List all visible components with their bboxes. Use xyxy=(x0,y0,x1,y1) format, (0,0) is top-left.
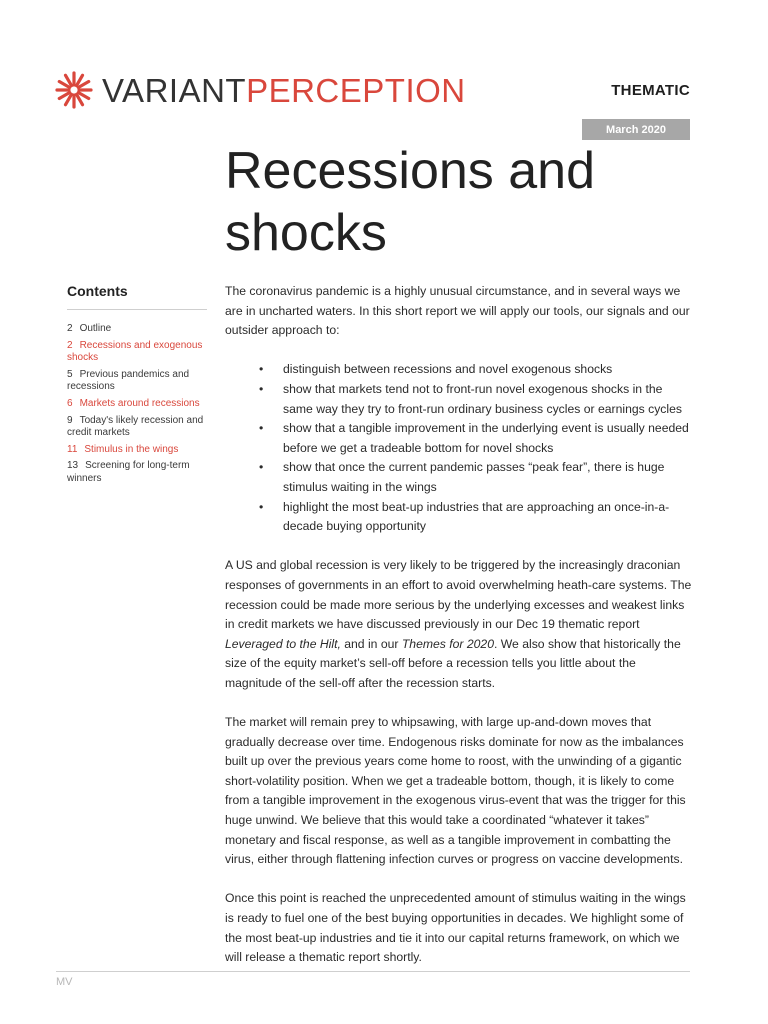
bullet-icon: • xyxy=(259,362,264,377)
toc-item[interactable] xyxy=(67,415,207,440)
list-item-text: distinguish between recessions and novel exogenous shocks xyxy=(283,362,613,377)
recession-text-a: A US and global recession is very likely to be triggered by the increasingly draconian responses of governments in an effort to avoid overwhelming heath-care systems. The recession could be made more serious by the underlying excesses and weakest links in credit markets we have discussed previously in our Dec 19 thematic report xyxy=(225,558,692,632)
stimulus-paragraph: Once this point is reached the unprecedented amount of stimulus waiting in the wings is ready to fuel one of the best buying opportunities in decades. We highlight some of the most beat-up industries and tie it into our capital returns framework, on which we will release a thematic report shortly. xyxy=(225,891,686,965)
toc-page-number: 2 xyxy=(67,323,73,334)
starburst-logo-icon xyxy=(54,70,94,110)
toc-heading: Contents xyxy=(67,283,207,310)
table-of-contents xyxy=(67,283,207,490)
brand-logo-text xyxy=(102,71,466,109)
title-line-1: Recessions and xyxy=(225,142,595,200)
list-item xyxy=(225,419,695,458)
logo-perception: PERCEPTION xyxy=(246,71,466,109)
objectives-list xyxy=(225,360,695,536)
footer-divider xyxy=(56,971,690,972)
report-body xyxy=(225,282,695,987)
toc-item-label: Recessions and exogenous shocks xyxy=(67,339,203,364)
toc-page-number: 2 xyxy=(67,339,73,351)
report-reference-leveraged: Leveraged to the Hilt, xyxy=(225,636,341,651)
date-badge: March 2020 xyxy=(582,119,690,140)
toc-item-label: Screening for long-term winners xyxy=(67,460,190,484)
toc-page-number: 11 xyxy=(67,443,78,455)
list-item-text: show that a tangible improvement in the underlying event is usually needed before we get a tradeable bottom for novel shocks xyxy=(283,421,689,455)
toc-item[interactable] xyxy=(67,398,207,411)
bullet-icon: • xyxy=(259,381,264,396)
toc-item-label: Stimulus in the wings xyxy=(84,443,179,455)
toc-item[interactable] xyxy=(67,460,207,485)
logo-variant: VARIANT xyxy=(102,71,247,109)
list-item xyxy=(225,380,695,419)
recession-paragraph xyxy=(225,556,695,693)
list-item-text: show that once the current pandemic passes “peak fear”, there is huge stimulus waiting in the wings xyxy=(283,460,665,494)
title-line-2: shocks xyxy=(225,204,387,262)
report-reference-themes: Themes for 2020 xyxy=(401,636,494,651)
list-item xyxy=(225,458,695,497)
toc-page-number: 5 xyxy=(67,368,73,380)
recession-text-b: and in our xyxy=(340,636,402,651)
bullet-icon: • xyxy=(259,499,264,514)
brand-header xyxy=(54,66,466,114)
toc-item-label: Today's likely recession and credit markets xyxy=(67,414,204,439)
bullet-icon: • xyxy=(259,421,264,436)
list-item xyxy=(225,360,695,380)
recession-text-c: . We also show that historically the size of the equity market’s sell-off before a recession tells you little about the magnitude of the sell-off after the recession starts. xyxy=(225,636,681,690)
toc-item[interactable] xyxy=(67,369,207,394)
list-item xyxy=(225,498,695,537)
toc-page-number: 9 xyxy=(67,414,73,426)
toc-item[interactable] xyxy=(67,323,207,336)
toc-item-label: Previous pandemics and recessions xyxy=(67,368,190,393)
toc-item[interactable] xyxy=(67,444,207,457)
page-title xyxy=(225,140,665,264)
intro-paragraph: The coronavirus pandemic is a highly unusual circumstance, and in several ways we are in uncharted waters. In this short report we will apply our tools, our signals and our outsider approach to: xyxy=(225,284,690,338)
toc-page-number: 6 xyxy=(67,397,73,409)
bullet-icon: • xyxy=(259,460,264,475)
footer-monogram: MV xyxy=(56,976,73,988)
toc-item-label: Markets around recessions xyxy=(79,397,200,409)
toc-page-number: 13 xyxy=(67,460,79,472)
report-type-label: THEMATIC xyxy=(611,82,690,99)
list-item-text: show that markets tend not to front-run novel exogenous shocks in the same way they try to front-run ordinary business cycles or earnings cycles xyxy=(283,381,682,416)
market-paragraph: The market will remain prey to whipsawing, with large up-and-down moves that gradually decrease over time. Endogenous risks dominate for now as the imbalances built up over the previous years come home to roost, with the unwinding of a gigantic short-volatility position. When we get a tradeable bottom, though, it is likely to come from a tangible improvement in the exogenous virus-event that was the trigger for this huge unwind. We believe that this would take a coordinated “whatever it takes” monetary and fiscal response, as well as a tangible improvement in combatting the virus, either through flattening infection curves or progress on vaccine developments. xyxy=(225,715,686,867)
toc-item-label: Outline xyxy=(79,323,112,334)
list-item-text: highlight the most beat-up industries that are approaching an once-in-a-decade buying opportunity xyxy=(283,499,670,534)
toc-item[interactable] xyxy=(67,340,207,365)
